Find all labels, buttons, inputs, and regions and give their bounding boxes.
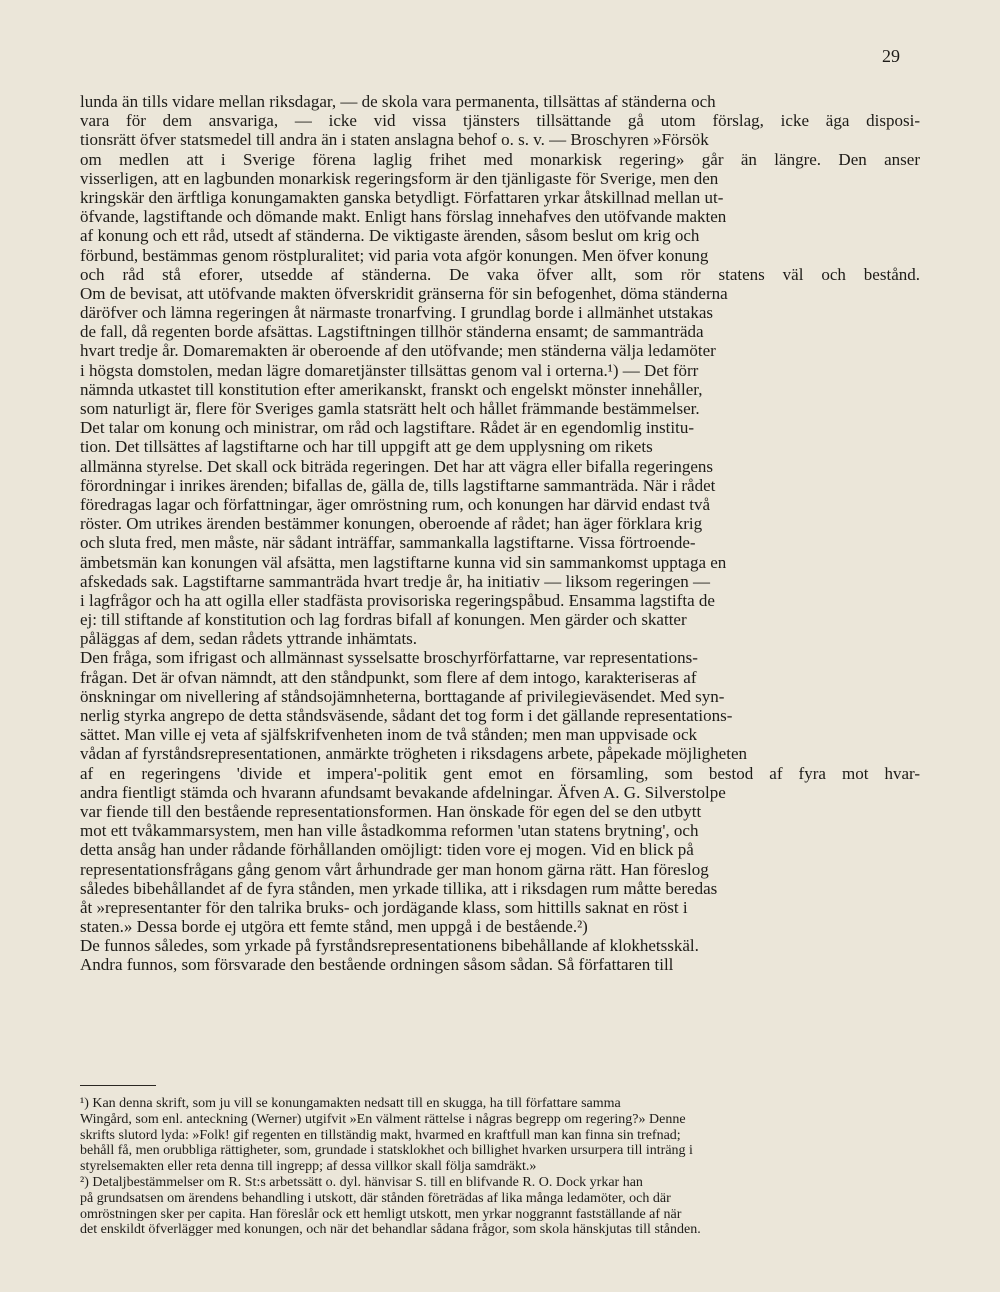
footnote-line: Wingård, som enl. anteckning (Werner) utgifvit »En välment rättelse i någras begrepp om regering?» Denne	[80, 1111, 686, 1127]
footnote-line: behåll få, men orubbliga rättigheter, som, grundade i statsklokhet och billighet hvarken ursurpera till inträng i	[80, 1143, 693, 1159]
text-line: lunda än tills vidare mellan riksdagar, — de skola vara permanenta, tillsättas af ständerna och	[80, 92, 716, 111]
text-line: röster. Om utrikes ärenden bestämmer konungen, oberoende af rådet; han äger förklara krig	[80, 514, 703, 534]
text-line: hvart tredje år. Domaremakten är oberoende af den utöfvande; men ständerna välja ledamöter	[80, 341, 716, 361]
text-line: vådan af fyrståndsrepresentationen, anmärkte trögheten i riksdagens arbete, påpekade möjligheten	[80, 744, 747, 764]
footnotes	[80, 1096, 920, 1238]
text-line: önskningar om nivellering af ståndsojämnheterna, borttagande af privilegieväsendet. Med syn-	[80, 686, 725, 706]
footnote-line: skrifts slutord lyda: »Folk! gif regenten en tillständig makt, hvarmed en kraftfull man kan finna sin trefnad;	[80, 1127, 681, 1143]
text-line: Den fråga, som ifrigast och allmännast sysselsatte broschyrförfattarne, var representations-	[80, 648, 698, 668]
footnote-line: på grundsatsen om ärendens behandling i utskott, där stånden företrädas af lika många ledamöter, och där	[80, 1190, 671, 1206]
text-line: som naturligt är, flere för Sveriges gamla statsrätt helt och hållet främmande bestämmelser.	[80, 399, 700, 418]
text-line: De funnos således, som yrkade på fyrståndsrepresentationens bibehållande af klokhetsskäl.	[80, 936, 699, 956]
text-line: nerlig styrka angrepo de detta ståndsväsende, sådant det tog form i det gällande representations-	[80, 706, 733, 725]
text-line: föredragas lagar och författningar, äger omröstning rum, och konungen har därvid endast två	[80, 494, 710, 514]
text-line: ej: till stiftande af konstitution och lag fordras bifall af konungen. Men gärder och skatter	[80, 610, 687, 630]
text-line: visserligen, att en lagbunden monarkisk regeringsform är den tjänligaste för Sverige, men den	[80, 168, 719, 188]
text-line: af konung och ett råd, utsedt af ständerna. De viktigaste ärenden, såsom beslut om krig och	[80, 226, 700, 246]
text-line: Det talar om konung och ministrar, om råd och lagstiftare. Rådet är en egendomlig institu-	[80, 418, 694, 438]
text-line: påläggas af dem, sedan rådets yttrande inhämtats.	[80, 629, 418, 649]
text-line: i lagfrågor och ha att ogilla eller stadfästa provisoriska regeringspåbud. Ensamma lagstifta de	[80, 590, 715, 610]
text-line: allmänna styrelse. Det skall ock biträda regeringen. Det har att vägra eller bifalla regeringens	[80, 456, 713, 476]
footnote-line: ²) Detaljbestämmelser om R. St:s arbetssätt o. dyl. hänvisar S. till en blifvande R. O. Dock yrkar han	[80, 1174, 643, 1190]
text-line: om medlen att i Sverige förena laglig frihet med monarkisk regering» går än längre. Den anser	[80, 149, 920, 169]
text-line: Om de bevisat, att utöfvande makten öfverskridit gränserna för sin befogenhet, döma ständerna	[80, 283, 728, 303]
text-line: mot ett tvåkammarsystem, men han ville åstadkomma reformen 'utan statens brytning', och	[80, 821, 699, 841]
text-line: och råd stå eforer, utsedde af ständerna. De vaka öfver allt, som rör statens väl och bestånd.	[80, 264, 920, 284]
text-line: de fall, då regenten borde afsättas. Lagstiftningen tillhör ständerna ensamt; de sammanträda	[80, 322, 704, 342]
text-line: var fiende till den bestående representationsformen. Han önskade för egen del se den utbytt	[80, 801, 702, 821]
text-line: vara för dem ansvariga, — icke vid vissa tjänsters tillsättande gå utom förslag, icke äga disposi-	[80, 111, 920, 131]
text-line: kringskär den ärftliga konungamakten ganska betydligt. Författaren yrkar åtskillnad mellan ut-	[80, 187, 724, 207]
text-line: däröfver och lämna regeringen åt närmaste tronarfving. I grundlag borde i allmänhet utstakas	[80, 303, 714, 323]
footnote-line: det enskildt öfverlägger med konungen, och när det behandlar sådana frågor, som skola hänskjutas till stånden.	[80, 1222, 701, 1238]
text-line: tion. Det tillsättes af lagstiftarne och har till uppgift att ge dem upplysning om rikets	[80, 437, 653, 457]
text-line: detta ansåg han under rådande förhållanden omöjligt: tiden vore ej mogen. Vid en blick på	[80, 840, 694, 860]
text-line: således bibehållandet af de fyra stånden, men yrkade tillika, att i riksdagen rum måtte beredas	[80, 878, 718, 898]
text-line: och sluta fred, men måste, när sådant inträffar, sammankalla lagstiftarne. Vissa förtroende-	[80, 533, 696, 553]
text-line: i högsta domstolen, medan lägre domaretjänster tillsättas genom val i orterna.¹) — Det förr	[80, 360, 699, 380]
text-line: andra fientligt stämda och hvarann afundsamt bevakande afdelningar. Äfven A. G. Silverstolpe	[80, 782, 726, 802]
footnote-line: omröstningen sker per capita. Han föreslår ock ett hemligt utskott, men yrkar noggrannt fastställande af när	[80, 1206, 682, 1222]
text-line: staten.» Dessa borde ej utgöra ett femte stånd, men uppgå i de bestående.²)	[80, 917, 588, 937]
text-line: frågan. Det är ofvan nämndt, att den ståndpunkt, som flere af dem intogo, karakteriseras af	[80, 667, 697, 687]
text-line: förbund, bestämmas genom röstpluralitet; vid paria vota afgör konungen. Men öfver konung	[80, 245, 709, 265]
footnote-divider	[80, 1085, 156, 1086]
text-line: ämbetsmän kan konungen väl afsätta, men lagstiftarne kunna vid sin sammankomst upptaga en	[80, 552, 727, 572]
text-line: af en regeringens 'divide et impera'-politik gent emot en församling, som bestod af fyra mot hvar-	[80, 763, 920, 783]
text-line: tionsrätt öfver statsmedel till andra än i staten anslagna behof o. s. v. — Broschyren »Försök	[80, 130, 709, 150]
text-line: Andra funnos, som försvarade den bestående ordningen såsom sådan. Så författaren till	[80, 955, 674, 975]
footnote-line: ¹) Kan denna skrift, som ju vill se konungamakten nedsatt till en skugga, ha till författare samma	[80, 1096, 621, 1111]
text-line: åt »representanter för den talrika bruks- och jordägande klass, som hittills saknat en röst i	[80, 897, 688, 917]
text-line: öfvande, lagstiftande och dömande makt. Enligt hans förslag innehafves den utöfvande makten	[80, 207, 727, 227]
text-line: afskedads sak. Lagstiftarne sammanträda hvart tredje år, ha initiativ — liksom regeringen —	[80, 571, 710, 591]
text-line: sättet. Man ville ej veta af själfskrifvenheten inom de två stånden; men man uppvisade ock	[80, 725, 698, 745]
text-line: förordningar i inrikes ärenden; bifallas de, gälla de, tills lagstiftarne sammanträda. När i rådet	[80, 475, 716, 495]
page-number: 29	[882, 46, 900, 66]
footnote-line: styrelsemakten eller reta denna till ingrepp; af dessa villkor skall följa samdräkt.»	[80, 1159, 537, 1175]
text-line: representationsfrågans gång genom vårt århundrade ger man honom gärna rätt. Han föreslog	[80, 859, 709, 879]
text-line: nämnda utkastet till konstitution efter amerikanskt, franskt och engelskt mönster innehåller,	[80, 379, 703, 399]
body-text	[80, 92, 920, 975]
